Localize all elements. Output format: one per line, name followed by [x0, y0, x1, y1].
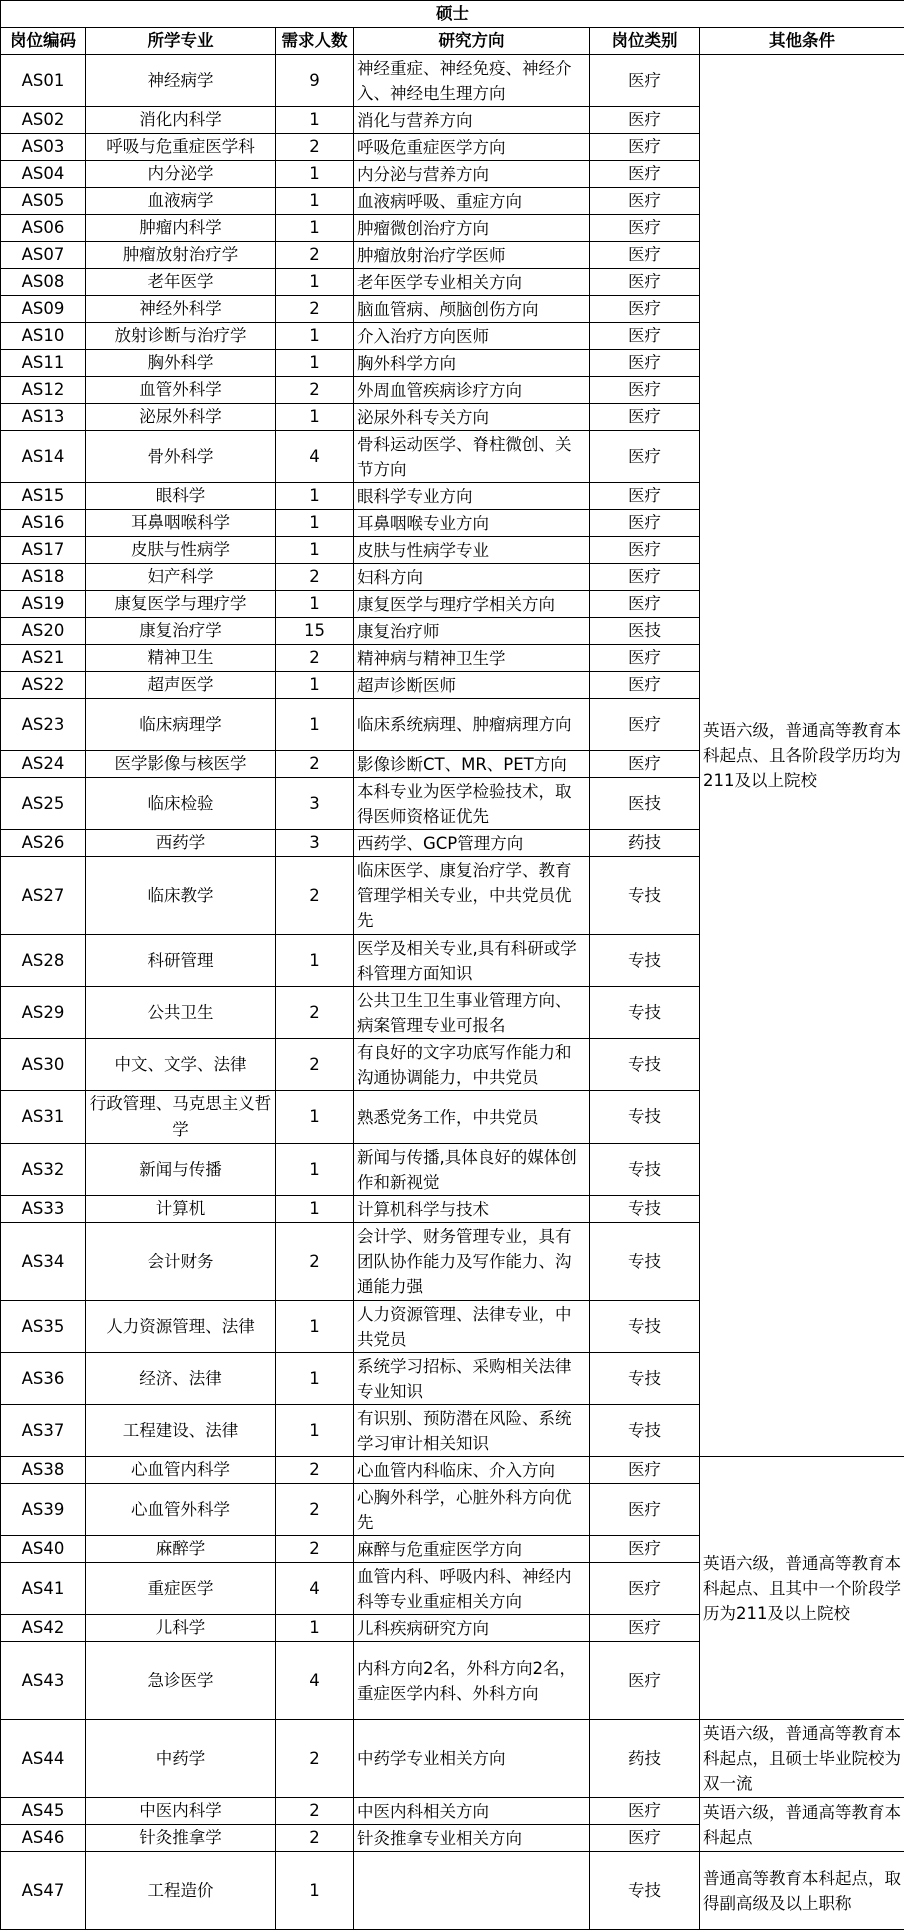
cell-code: AS23: [1, 699, 86, 751]
cell-type: 医疗: [590, 672, 700, 699]
cell-type: 医疗: [590, 431, 700, 483]
cell-code: AS45: [1, 1798, 86, 1825]
cell-count: 15: [276, 618, 354, 645]
cell-major: 中药学: [86, 1720, 276, 1798]
cell-direction: 眼科学专业方向: [354, 483, 590, 510]
cell-direction: 临床系统病理、肿瘤病理方向: [354, 699, 590, 751]
cell-major: 心血管内科学: [86, 1457, 276, 1484]
cell-major: 儿科学: [86, 1615, 276, 1642]
title-row: [1, 1, 904, 28]
cell-major: 放射诊断与治疗学: [86, 323, 276, 350]
cell-code: AS42: [1, 1615, 86, 1642]
cell-type: 医疗: [590, 564, 700, 591]
cell-type: 医疗: [590, 296, 700, 323]
cell-direction: 内科方向2名，外科方向2名，重症医学内科、外科方向: [354, 1642, 590, 1720]
cell-type: 药技: [590, 1720, 700, 1798]
cell-code: AS11: [1, 350, 86, 377]
cell-count: 1: [276, 269, 354, 296]
cell-major: 麻醉学: [86, 1536, 276, 1563]
cell-other-conditions: 英语六级，普通高等教育本科起点、且各阶段学历均为211及以上院校: [700, 55, 904, 1457]
header-code: 岗位编码: [1, 28, 86, 55]
cell-direction: 外周血管疾病诊疗方向: [354, 377, 590, 404]
cell-major: 耳鼻咽喉科学: [86, 510, 276, 537]
cell-major: 皮肤与性病学: [86, 537, 276, 564]
table-row: [1, 55, 904, 107]
cell-type: 医疗: [590, 1457, 700, 1484]
cell-code: AS06: [1, 215, 86, 242]
cell-direction: 泌尿外科专关方向: [354, 404, 590, 431]
cell-code: AS18: [1, 564, 86, 591]
table-row: [1, 1720, 904, 1798]
cell-type: 医疗: [590, 483, 700, 510]
cell-major: 血液病学: [86, 188, 276, 215]
cell-type: 医疗: [590, 1798, 700, 1825]
cell-major: 科研管理: [86, 935, 276, 987]
cell-direction: 老年医学专业相关方向: [354, 269, 590, 296]
cell-code: AS43: [1, 1642, 86, 1720]
cell-type: 医疗: [590, 1642, 700, 1720]
cell-count: 2: [276, 242, 354, 269]
cell-code: AS14: [1, 431, 86, 483]
cell-count: 1: [276, 672, 354, 699]
table-body: [1, 55, 904, 1930]
cell-count: 9: [276, 55, 354, 107]
cell-type: 医疗: [590, 188, 700, 215]
cell-count: 2: [276, 296, 354, 323]
cell-type: 医技: [590, 778, 700, 830]
cell-count: 3: [276, 778, 354, 830]
cell-type: 医疗: [590, 107, 700, 134]
cell-count: 1: [276, 1852, 354, 1930]
cell-major: 眼科学: [86, 483, 276, 510]
cell-count: 1: [276, 510, 354, 537]
cell-count: 2: [276, 1798, 354, 1825]
cell-count: 2: [276, 134, 354, 161]
cell-major: 重症医学: [86, 1563, 276, 1615]
cell-direction: 精神病与精神卫生学: [354, 645, 590, 672]
cell-direction: 本科专业为医学检验技术，取得医师资格证优先: [354, 778, 590, 830]
cell-count: 1: [276, 350, 354, 377]
cell-code: AS25: [1, 778, 86, 830]
cell-count: 1: [276, 1144, 354, 1196]
cell-type: 专技: [590, 1039, 700, 1091]
cell-direction: 介入治疗方向医师: [354, 323, 590, 350]
cell-direction: 有良好的文字功底写作能力和沟通协调能力，中共党员: [354, 1039, 590, 1091]
cell-direction: 医学及相关专业,具有科研或学科管理方面知识: [354, 935, 590, 987]
cell-code: AS13: [1, 404, 86, 431]
table-row: [1, 1852, 904, 1930]
cell-count: 1: [276, 1196, 354, 1223]
cell-major: 中文、文学、法律: [86, 1039, 276, 1091]
cell-code: AS32: [1, 1144, 86, 1196]
cell-code: AS08: [1, 269, 86, 296]
cell-type: 医疗: [590, 1536, 700, 1563]
cell-count: 2: [276, 645, 354, 672]
cell-code: AS22: [1, 672, 86, 699]
cell-count: 2: [276, 751, 354, 778]
cell-direction: 中药学专业相关方向: [354, 1720, 590, 1798]
cell-count: 1: [276, 161, 354, 188]
cell-code: AS20: [1, 618, 86, 645]
cell-major: 精神卫生: [86, 645, 276, 672]
cell-code: AS41: [1, 1563, 86, 1615]
cell-direction: 胸外科学方向: [354, 350, 590, 377]
cell-count: 1: [276, 323, 354, 350]
cell-major: 神经外科学: [86, 296, 276, 323]
cell-major: 西药学: [86, 830, 276, 857]
cell-type: 专技: [590, 1405, 700, 1457]
cell-major: 消化内科学: [86, 107, 276, 134]
table-row: [1, 1798, 904, 1825]
cell-major: 人力资源管理、法律: [86, 1301, 276, 1353]
cell-type: 专技: [590, 1301, 700, 1353]
cell-major: 肿瘤内科学: [86, 215, 276, 242]
cell-code: AS28: [1, 935, 86, 987]
cell-code: AS15: [1, 483, 86, 510]
cell-major: 临床病理学: [86, 699, 276, 751]
header-direction: 研究方向: [354, 28, 590, 55]
cell-direction: 麻醉与危重症医学方向: [354, 1536, 590, 1563]
cell-count: 2: [276, 564, 354, 591]
cell-major: 新闻与传播: [86, 1144, 276, 1196]
cell-type: 专技: [590, 1223, 700, 1301]
cell-count: 2: [276, 1484, 354, 1536]
cell-major: 医学影像与核医学: [86, 751, 276, 778]
cell-major: 经济、法律: [86, 1353, 276, 1405]
cell-major: 呼吸与危重症医学科: [86, 134, 276, 161]
cell-type: 医疗: [590, 699, 700, 751]
cell-type: 医疗: [590, 1615, 700, 1642]
cell-type: 医疗: [590, 1825, 700, 1852]
cell-direction: 骨科运动医学、脊柱微创、关节方向: [354, 431, 590, 483]
cell-type: 医技: [590, 618, 700, 645]
cell-direction: 血液病呼吸、重症方向: [354, 188, 590, 215]
cell-code: AS07: [1, 242, 86, 269]
cell-direction: 超声诊断医师: [354, 672, 590, 699]
cell-direction: 耳鼻咽喉专业方向: [354, 510, 590, 537]
cell-major: 心血管外科学: [86, 1484, 276, 1536]
cell-code: AS27: [1, 857, 86, 935]
cell-major: 会计财务: [86, 1223, 276, 1301]
cell-major: 计算机: [86, 1196, 276, 1223]
cell-count: 2: [276, 1536, 354, 1563]
cell-count: 2: [276, 857, 354, 935]
cell-direction: 公共卫生卫生事业管理方向、病案管理专业可报名: [354, 987, 590, 1039]
cell-code: AS12: [1, 377, 86, 404]
cell-type: 专技: [590, 857, 700, 935]
cell-count: 1: [276, 537, 354, 564]
cell-code: AS29: [1, 987, 86, 1039]
header-major: 所学专业: [86, 28, 276, 55]
cell-major: 骨外科学: [86, 431, 276, 483]
cell-type: 专技: [590, 935, 700, 987]
cell-major: 急诊医学: [86, 1642, 276, 1720]
cell-code: AS44: [1, 1720, 86, 1798]
cell-direction: 肿瘤放射治疗学医师: [354, 242, 590, 269]
cell-direction: 系统学习招标、采购相关法律专业知识: [354, 1353, 590, 1405]
cell-type: 医疗: [590, 751, 700, 778]
cell-direction: 肿瘤微创治疗方向: [354, 215, 590, 242]
cell-major: 超声医学: [86, 672, 276, 699]
cell-type: 医疗: [590, 350, 700, 377]
cell-type: 医疗: [590, 323, 700, 350]
cell-type: 专技: [590, 1091, 700, 1144]
cell-direction: 中医内科相关方向: [354, 1798, 590, 1825]
cell-type: 医疗: [590, 510, 700, 537]
cell-count: 1: [276, 1405, 354, 1457]
cell-direction: 消化与营养方向: [354, 107, 590, 134]
cell-direction: 神经重症、神经免疫、神经介入、神经电生理方向: [354, 55, 590, 107]
cell-major: 泌尿外科学: [86, 404, 276, 431]
cell-type: 医疗: [590, 645, 700, 672]
cell-code: AS01: [1, 55, 86, 107]
cell-code: AS31: [1, 1091, 86, 1144]
cell-count: 1: [276, 107, 354, 134]
cell-other-conditions: 英语六级，普通高等教育本科起点、且其中一个阶段学历为211及以上院校: [700, 1457, 904, 1720]
cell-type: 医疗: [590, 215, 700, 242]
cell-other-conditions: 英语六级，普通高等教育本科起点: [700, 1798, 904, 1852]
header-type: 岗位类别: [590, 28, 700, 55]
cell-direction: 有识别、预防潜在风险、系统学习审计相关知识: [354, 1405, 590, 1457]
cell-type: 专技: [590, 1852, 700, 1930]
cell-code: AS47: [1, 1852, 86, 1930]
cell-type: 医疗: [590, 55, 700, 107]
cell-direction: [354, 1852, 590, 1930]
cell-major: 康复治疗学: [86, 618, 276, 645]
cell-code: AS40: [1, 1536, 86, 1563]
cell-direction: 血管内科、呼吸内科、神经内科等专业重症相关方向: [354, 1563, 590, 1615]
cell-type: 医疗: [590, 161, 700, 188]
cell-type: 医疗: [590, 537, 700, 564]
cell-direction: 儿科疾病研究方向: [354, 1615, 590, 1642]
cell-direction: 人力资源管理、法律专业，中共党员: [354, 1301, 590, 1353]
cell-code: AS37: [1, 1405, 86, 1457]
cell-type: 医疗: [590, 1484, 700, 1536]
cell-direction: 康复医学与理疗学相关方向: [354, 591, 590, 618]
cell-major: 公共卫生: [86, 987, 276, 1039]
cell-direction: 康复治疗师: [354, 618, 590, 645]
cell-count: 2: [276, 1457, 354, 1484]
cell-count: 2: [276, 1720, 354, 1798]
cell-major: 妇产科学: [86, 564, 276, 591]
cell-major: 针灸推拿学: [86, 1825, 276, 1852]
cell-type: 专技: [590, 1196, 700, 1223]
cell-count: 1: [276, 1091, 354, 1144]
cell-count: 1: [276, 935, 354, 987]
cell-major: 胸外科学: [86, 350, 276, 377]
cell-code: AS24: [1, 751, 86, 778]
header-conditions: 其他条件: [700, 28, 904, 55]
cell-count: 2: [276, 1825, 354, 1852]
cell-major: 肿瘤放射治疗学: [86, 242, 276, 269]
cell-type: 医疗: [590, 404, 700, 431]
cell-code: AS02: [1, 107, 86, 134]
cell-major: 行政管理、马克思主义哲学: [86, 1091, 276, 1144]
cell-direction: 呼吸危重症医学方向: [354, 134, 590, 161]
cell-direction: 针灸推拿专业相关方向: [354, 1825, 590, 1852]
cell-code: AS21: [1, 645, 86, 672]
cell-type: 专技: [590, 1144, 700, 1196]
table-title: 硕士: [1, 1, 904, 28]
cell-major: 临床检验: [86, 778, 276, 830]
cell-major: 内分泌学: [86, 161, 276, 188]
cell-direction: 熟悉党务工作，中共党员: [354, 1091, 590, 1144]
cell-code: AS05: [1, 188, 86, 215]
cell-type: 药技: [590, 830, 700, 857]
cell-count: 1: [276, 188, 354, 215]
cell-other-conditions: 英语六级，普通高等教育本科起点，且硕士毕业院校为双一流: [700, 1720, 904, 1798]
cell-code: AS39: [1, 1484, 86, 1536]
cell-code: AS04: [1, 161, 86, 188]
cell-direction: 心胸外科学，心脏外科方向优先: [354, 1484, 590, 1536]
cell-major: 神经病学: [86, 55, 276, 107]
cell-code: AS10: [1, 323, 86, 350]
cell-direction: 妇科方向: [354, 564, 590, 591]
cell-direction: 西药学、GCP管理方向: [354, 830, 590, 857]
cell-type: 医疗: [590, 1563, 700, 1615]
cell-code: AS35: [1, 1301, 86, 1353]
cell-direction: 会计学、财务管理专业，具有团队协作能力及写作能力、沟通能力强: [354, 1223, 590, 1301]
cell-code: AS46: [1, 1825, 86, 1852]
cell-count: 4: [276, 431, 354, 483]
cell-count: 3: [276, 830, 354, 857]
cell-major: 工程建设、法律: [86, 1405, 276, 1457]
cell-count: 2: [276, 1223, 354, 1301]
cell-major: 工程造价: [86, 1852, 276, 1930]
cell-count: 2: [276, 1039, 354, 1091]
cell-count: 4: [276, 1563, 354, 1615]
cell-count: 1: [276, 591, 354, 618]
header-count: 需求人数: [276, 28, 354, 55]
cell-type: 医疗: [590, 242, 700, 269]
cell-type: 专技: [590, 987, 700, 1039]
cell-direction: 脑血管病、颅脑创伤方向: [354, 296, 590, 323]
cell-code: AS38: [1, 1457, 86, 1484]
cell-direction: 临床医学、康复治疗学、教育管理学相关专业，中共党员优先: [354, 857, 590, 935]
cell-code: AS34: [1, 1223, 86, 1301]
cell-type: 医疗: [590, 134, 700, 161]
cell-code: AS16: [1, 510, 86, 537]
cell-code: AS19: [1, 591, 86, 618]
cell-count: 4: [276, 1642, 354, 1720]
cell-count: 1: [276, 483, 354, 510]
cell-other-conditions: 普通高等教育本科起点，取得副高级及以上职称: [700, 1852, 904, 1930]
cell-code: AS03: [1, 134, 86, 161]
cell-major: 临床教学: [86, 857, 276, 935]
cell-count: 1: [276, 1301, 354, 1353]
cell-count: 1: [276, 404, 354, 431]
cell-count: 1: [276, 1353, 354, 1405]
cell-count: 2: [276, 377, 354, 404]
cell-major: 血管外科学: [86, 377, 276, 404]
cell-count: 1: [276, 699, 354, 751]
cell-type: 医疗: [590, 269, 700, 296]
cell-count: 1: [276, 1615, 354, 1642]
cell-major: 康复医学与理疗学: [86, 591, 276, 618]
cell-direction: 皮肤与性病学专业: [354, 537, 590, 564]
cell-type: 医疗: [590, 591, 700, 618]
cell-code: AS36: [1, 1353, 86, 1405]
cell-code: AS26: [1, 830, 86, 857]
cell-type: 专技: [590, 1353, 700, 1405]
cell-code: AS33: [1, 1196, 86, 1223]
cell-code: AS17: [1, 537, 86, 564]
cell-count: 1: [276, 215, 354, 242]
cell-direction: 心血管内科临床、介入方向: [354, 1457, 590, 1484]
cell-type: 医疗: [590, 377, 700, 404]
header-row: [1, 28, 904, 55]
cell-direction: 内分泌与营养方向: [354, 161, 590, 188]
cell-count: 2: [276, 987, 354, 1039]
cell-code: AS30: [1, 1039, 86, 1091]
cell-direction: 影像诊断CT、MR、PET方向: [354, 751, 590, 778]
table-row: [1, 1457, 904, 1484]
cell-direction: 新闻与传播,具体良好的媒体创作和新视觉: [354, 1144, 590, 1196]
cell-direction: 计算机科学与技术: [354, 1196, 590, 1223]
cell-major: 中医内科学: [86, 1798, 276, 1825]
cell-major: 老年医学: [86, 269, 276, 296]
cell-code: AS09: [1, 296, 86, 323]
